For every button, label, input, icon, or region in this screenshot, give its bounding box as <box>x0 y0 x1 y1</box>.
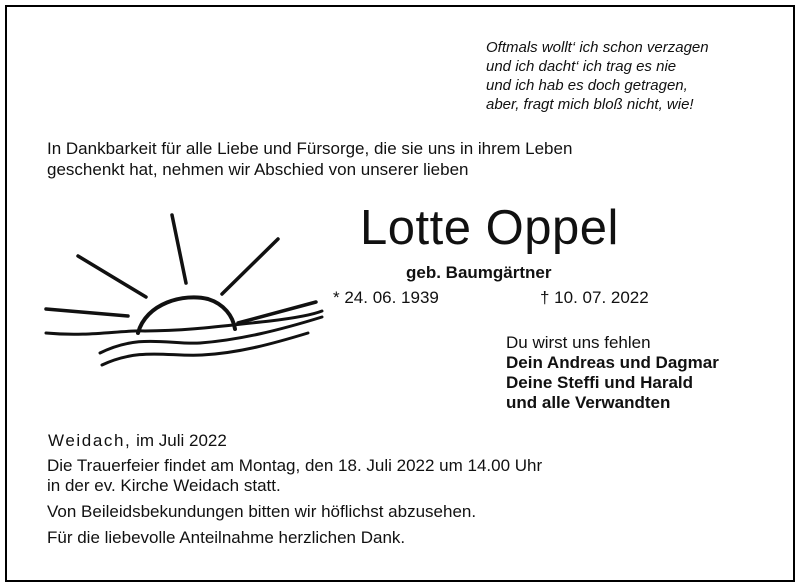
deceased-name: Lotte Oppel <box>360 201 619 255</box>
birth-date: * 24. 06. 1939 <box>333 288 439 307</box>
birth-name: geb. Baumgärtner <box>406 263 552 282</box>
intro-text <box>47 138 747 180</box>
funeral-line: in der ev. Kirche Weidach statt. <box>47 476 281 495</box>
funeral-line: Die Trauerfeier findet am Montag, den 18. Juli 2022 um 14.00 Uhr <box>47 456 543 475</box>
funeral-details <box>47 456 747 548</box>
intro-line: In Dankbarkeit für alle Liebe und Fürsorge, die sie uns in ihrem Leben <box>47 139 573 158</box>
death-date: † 10. 07. 2022 <box>540 288 649 307</box>
place-date-text: im Juli 2022 <box>136 431 227 450</box>
mourner-name: Deine Steffi und Harald <box>506 373 694 392</box>
horizon-line <box>46 311 322 334</box>
sun-ray <box>222 239 278 294</box>
poem-line: und ich dacht‘ ich trag es nie <box>486 58 677 75</box>
setting-sun-icon <box>40 205 330 385</box>
condolences-note: Von Beileidsbekundungen bitten wir höflichst abzusehen. <box>47 502 477 521</box>
sun-ray <box>78 256 146 297</box>
intro-line: geschenkt hat, nehmen wir Abschied von unserer lieben <box>47 160 469 179</box>
wave-line <box>100 317 322 353</box>
mourners-block <box>506 333 719 413</box>
place-date <box>48 430 227 451</box>
sun-ray <box>46 309 128 316</box>
poem-line: und ich hab es doch getragen, <box>486 77 688 94</box>
poem-line: aber, fragt mich bloß nicht, wie! <box>486 96 694 113</box>
thanks-note: Für die liebevolle Anteilnahme herzlichen Dank. <box>47 528 406 547</box>
mourner-name: und alle Verwandten <box>506 393 671 412</box>
mourners-intro: Du wirst uns fehlen <box>506 333 651 352</box>
poem-line: Oftmals wollt‘ ich schon verzagen <box>486 39 709 56</box>
sun-ray <box>172 215 186 283</box>
mourner-name: Dein Andreas und Dagmar <box>506 353 719 372</box>
place-town: Weidach, <box>48 431 132 450</box>
wave-line <box>102 333 308 365</box>
poem <box>486 38 786 114</box>
